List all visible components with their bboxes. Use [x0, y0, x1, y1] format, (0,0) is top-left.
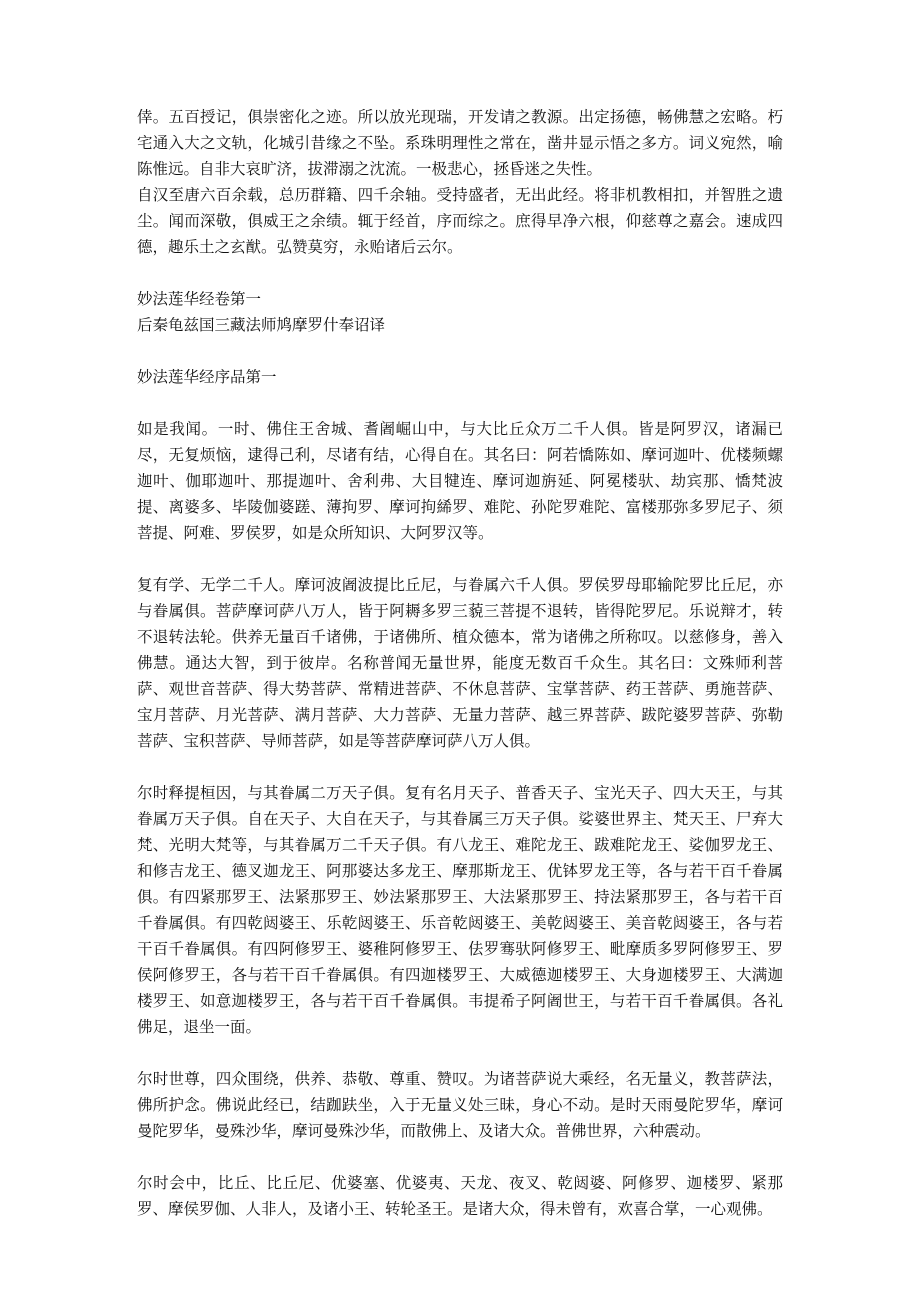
- preface-paragraph-2: 自汉至唐六百余载，总历群籍、四千余轴。受持盛者，无出此经。将非机教相扣，并智胜之遗尘。闻而深敬，俱威王之余绩。辄于经首，序而综之。庶得早净六根，仰慈尊之嘉会。速成四德，趣乐土之玄猷。弘赞莫穷，永贻诸后云尔。: [137, 186, 783, 256]
- body-paragraph-4: 尔时世尊，四众围绕，供养、恭敬、尊重、赞叹。为诸菩萨说大乘经，名无量义，教菩萨法，佛所护念。佛说此经已，结跏趺坐，入于无量义处三昧，身心不动。是时天雨曼陀罗华，摩诃曼陀罗华，曼殊沙华，摩诃曼殊沙华，而散佛上、及诸大众。普佛世界，六种震动。: [137, 1070, 783, 1140]
- body-paragraph-3: 尔时释提桓因，与其眷属二万天子俱。复有名月天子、普香天子、宝光天子、四大天王，与其眷属万天子俱。自在天子、大自在天子，与其眷属三万天子俱。娑婆世界主、梵天王、尸弃大梵、光明大梵等，与其眷属万二千天子俱。有八龙王、难陀龙王、跋难陀龙王、娑伽罗龙王、和修吉龙王、德叉迦龙王、阿那婆达多龙王、摩那斯龙王、优钵罗龙王等，各与若干百千眷属俱。有四紧那罗王、法紧那罗王、妙法紧那罗王、大法紧那罗王、持法紧那罗王，各与若干百千眷属俱。有四乾闼婆王、乐乾闼婆王、乐音乾闼婆王、美乾闼婆王、美音乾闼婆王，各与若干百千眷属俱。有四阿修罗王、婆稚阿修罗王、佉罗骞驮阿修罗王、毗摩质多罗阿修罗王、罗侯阿修罗王，各与若干百千眷属俱。有四迦楼罗王、大威德迦楼罗王、大身迦楼罗王、大满迦楼罗王、如意迦楼罗王，各与若干百千眷属俱。韦提希子阿阇世王，与若干百千眷属俱。各礼佛足，退坐一面。: [137, 784, 783, 1036]
- chapter-title: 妙法莲华经序品第一: [137, 368, 277, 386]
- document-body: [137, 104, 783, 1222]
- preface-paragraph-1: 倖。五百授记，俱崇密化之迹。所以放光现瑞，开发请之教源。出定扬德，畅佛慧之宏略。朽宅通入大之文轨，化城引昔缘之不坠。系珠明理性之常在，凿井显示悟之多方。词义宛然，喻陈惟远。自非大哀旷济，拔滞溺之沈流。一极悲心，拯昏迷之失性。: [137, 108, 783, 178]
- body-paragraph-5: 尔时会中，比丘、比丘尼、优婆塞、优婆夷、天龙、夜叉、乾闼婆、阿修罗、迦楼罗、紧那罗、摩侯罗伽、人非人，及诸小王、转轮圣王。是诸大众，得未曾有，欢喜合掌，一心观佛。: [137, 1174, 783, 1218]
- body-paragraph-2: 复有学、无学二千人。摩诃波阇波提比丘尼，与眷属六千人俱。罗侯罗母耶输陀罗比丘尼，亦与眷属俱。菩萨摩诃萨八万人，皆于阿耨多罗三藐三菩提不退转，皆得陀罗尼。乐说辩才，转不退转法轮。供养无量百千诸佛，于诸佛所、植众德本，常为诸佛之所称叹。以慈修身，善入佛慧。通达大智，到于彼岸。名称普闻无量世界，能度无数百千众生。其名曰：文殊师利菩萨、观世音菩萨、得大势菩萨、常精进菩萨、不休息菩萨、宝掌菩萨、药王菩萨、勇施菩萨、宝月菩萨、月光菩萨、满月菩萨、大力菩萨、无量力菩萨、越三界菩萨、跋陀婆罗菩萨、弥勒菩萨、宝积菩萨、导师菩萨，如是等菩萨摩诃萨八万人俱。: [137, 576, 783, 750]
- translator-line: 后秦龟兹国三藏法师鸠摩罗什奉诏译: [137, 316, 386, 334]
- scroll-title: 妙法莲华经卷第一: [137, 290, 262, 308]
- body-paragraph-1: 如是我闻。一时、佛住王舍城、耆阇崛山中，与大比丘众万二千人俱。皆是阿罗汉，诸漏已尽，无复烦恼，逮得己利，尽诸有结，心得自在。其名曰：阿若憍陈如、摩诃迦叶、优楼频螺迦叶、伽耶迦叶、那提迦叶、舍利弗、大目犍连、摩诃迦旃延、阿冕楼驮、劫宾那、憍梵波提、离婆多、毕陵伽婆蹉、薄拘罗、摩诃拘絺罗、难陀、孙陀罗难陀、富楼那弥多罗尼子、须菩提、阿难、罗侯罗，如是众所知识、大阿罗汉等。: [137, 420, 783, 542]
